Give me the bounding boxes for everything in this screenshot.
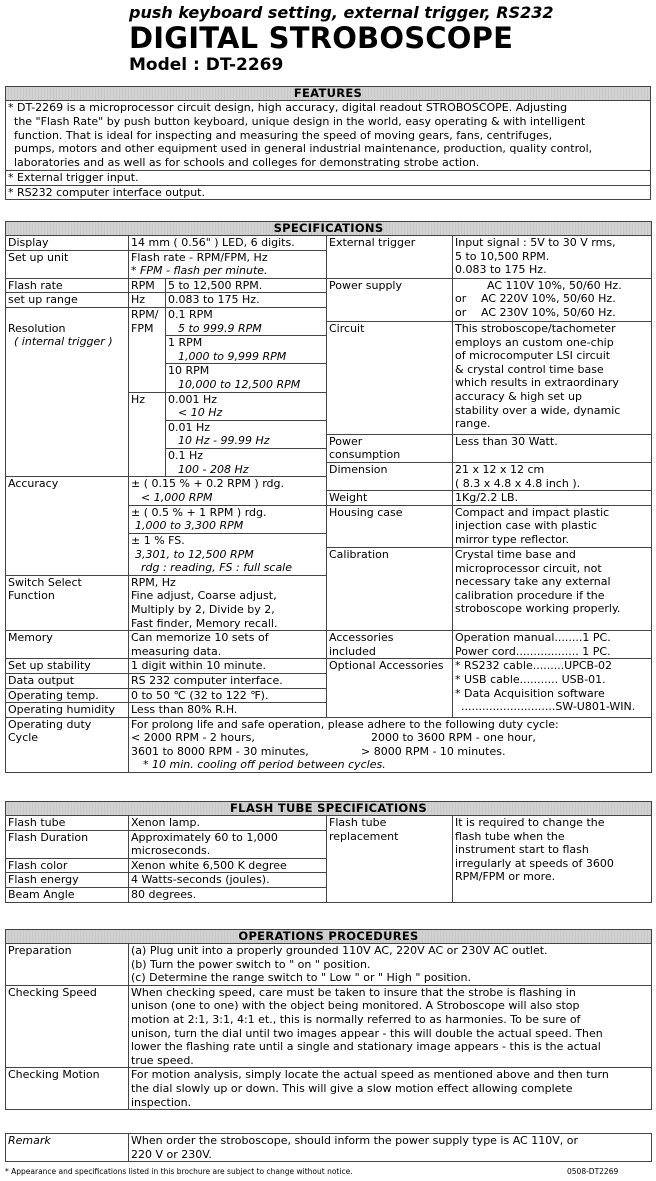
text-line: RPM/FPM or more. <box>455 870 556 884</box>
memory-value <box>129 631 327 659</box>
setup-unit-value: Flash rate - RPM/FPM, Hz <box>129 250 327 264</box>
rpm-unit: RPM <box>129 278 166 293</box>
text-line: * Data Acquisition software <box>455 686 605 700</box>
text-line: the dial slowly up or down. This will give a slow motion effect allowing complete <box>131 1081 573 1095</box>
checking-speed-label: Checking Speed <box>6 985 129 1068</box>
power-consumption-value: Less than 30 Watt. <box>453 434 652 462</box>
display-label: Display <box>6 236 129 251</box>
text-line: Crystal time base and <box>455 548 576 562</box>
feature-line: the "Flash Rate" by push button keyboard, unique design in the world, easy operating & with intelligent <box>14 114 586 128</box>
circuit-value <box>453 322 652 435</box>
setup-unit-label: Set up unit <box>6 250 129 278</box>
text-line: microseconds. <box>131 844 211 858</box>
stability-label: Set up stability <box>6 659 129 674</box>
footer-note: * Appearance and specifications listed in this brochure are subject to change without notice. <box>5 1167 353 1176</box>
data-output-label: Data output <box>6 673 129 688</box>
text-line: inspection. <box>131 1095 192 1109</box>
setup-unit-note: * FPM - flash per minute. <box>129 264 327 278</box>
flash-energy-label: Flash energy <box>6 873 129 888</box>
res-range: 5 to 999.9 RPM <box>166 322 327 336</box>
text-line: 2000 to 3600 RPM - one hour, <box>371 731 536 745</box>
housing-value <box>453 505 652 547</box>
text-line: of microcomputer LSI circuit <box>455 349 611 363</box>
optional-accessories-value <box>453 659 652 717</box>
text-line: & crystal control time base <box>455 362 604 376</box>
feature-line: pumps, motors and other equipment used in general industrial maintenance, production, quality control, <box>14 142 593 156</box>
text-line: It is required to change the <box>455 816 605 829</box>
text-line: Function <box>8 589 55 603</box>
text-line: instrument start to flash <box>455 843 589 857</box>
flash-tube-table <box>5 801 652 903</box>
accuracy-line: < 1,000 RPM <box>129 491 327 506</box>
text-line: measuring data. <box>131 644 222 658</box>
flash-color-label: Flash color <box>6 858 129 873</box>
text-line: (a) Plug unit into a properly grounded 110V AC, 220V AC or 230V AC outlet. <box>131 944 548 957</box>
setup-range-label: set up range <box>6 293 129 308</box>
flash-energy-value: 4 Watts-seconds (joules). <box>129 873 327 888</box>
text-line: 21 x 12 x 12 cm <box>455 463 545 476</box>
res-range: < 10 Hz <box>166 406 327 420</box>
text-line: 0.083 to 175 Hz. <box>455 263 547 277</box>
text-line: RPM, Hz <box>131 575 176 589</box>
subtitle: push keyboard setting, external trigger, RS232 <box>129 3 554 22</box>
text-line: 3601 to 8000 RPM - 30 minutes, <box>131 744 309 758</box>
text-line: * USB cable........... USB-01. <box>455 672 606 686</box>
res-step: 0.1 RPM <box>166 307 327 321</box>
accuracy-label: Accuracy <box>6 477 129 576</box>
beam-angle-label: Beam Angle <box>6 887 129 902</box>
weight-label: Weight <box>327 491 453 506</box>
optional-accessories-label: Optional Accessories <box>327 659 453 717</box>
text-line: Cycle <box>8 731 39 745</box>
checking-speed-value <box>129 985 652 1068</box>
feature-external-trigger: * External trigger input. <box>6 170 651 185</box>
accuracy-line: ± ( 0.15 % + 0.2 RPM ) rdg. <box>129 477 327 491</box>
text-line: Power cord.................. 1 PC. <box>455 644 611 658</box>
memory-label: Memory <box>6 631 129 659</box>
text-line: stability over a wide, dynamic <box>455 403 621 417</box>
flash-rate-hz: 0.083 to 175 Hz. <box>166 293 327 308</box>
accuracy-line: 3,301, to 12,500 RPM <box>129 548 327 562</box>
text-line: accuracy & high set up <box>455 390 582 404</box>
calibration-value <box>453 548 652 631</box>
accessories-value <box>453 631 652 659</box>
power-consumption-label <box>327 434 453 462</box>
text-line: Flash tube <box>329 816 387 829</box>
text-line: lower the flashing rate until a single and stationary image appears - this is the actual <box>131 1040 601 1054</box>
calibration-label: Calibration <box>327 548 453 631</box>
text-line: Multiply by 2, Divide by 2, <box>131 602 275 616</box>
res-range: 100 - 208 Hz <box>166 463 327 477</box>
text-line: (b) Turn the power switch to " on " position. <box>131 957 371 971</box>
remark-value <box>129 1134 652 1162</box>
text-line: Power <box>329 434 363 448</box>
res-range: 10,000 to 12,500 RPM <box>166 378 327 392</box>
text-line: Operating duty <box>8 717 92 731</box>
operations-table <box>5 929 652 1110</box>
text-line: which results in extraordinary <box>455 376 619 390</box>
text-line: unison, turn the dial until two images appear - this will double the actual speed. Then <box>131 1026 603 1040</box>
or-label: or <box>455 292 467 306</box>
duty-cycle-label <box>6 717 129 772</box>
text-line: Compact and impact plastic <box>455 505 610 519</box>
circuit-label: Circuit <box>327 322 453 435</box>
operations-heading: OPERATIONS PROCEDURES <box>6 930 652 944</box>
text-line: motion at 2:1, 3:1, 4:1 et., this is normally referred to as harmonies. To be sure of <box>131 1012 581 1026</box>
text-line: flash tube when the <box>455 829 565 843</box>
flash-rate-label: Flash rate <box>6 278 129 293</box>
rpm-fpm-unit <box>129 307 166 392</box>
text-line: calibration procedure if the <box>455 588 605 602</box>
dimension-label: Dimension <box>327 463 453 491</box>
text-line: Operation manual........1 PC. <box>455 631 611 645</box>
text-line: Switch Select <box>8 575 82 589</box>
text-line: Fast finder, Memory recall. <box>131 616 278 630</box>
text-line: employs an custom one-chip <box>455 335 614 349</box>
external-trigger-value <box>453 236 652 279</box>
feature-line: function. That is ideal for inspecting and measuring the speed of moving gears, fans, centrifuges, <box>14 128 553 142</box>
feature-line: laboratories and as well as for schools and colleges for demonstrating strobe action. <box>14 156 480 170</box>
model-label: Model : DT-2269 <box>129 55 284 75</box>
text-line: consumption <box>329 448 401 462</box>
accuracy-line: rdg : reading, FS : full scale <box>129 561 327 575</box>
switch-select-value <box>129 575 327 630</box>
text-line: Approximately 60 to 1,000 <box>131 830 278 844</box>
features-table <box>5 86 651 200</box>
flash-duration-value <box>129 830 327 858</box>
operating-humidity-label: Operating humidity <box>6 703 129 718</box>
remark-table <box>5 1133 652 1162</box>
preparation-label: Preparation <box>6 944 129 986</box>
text-line: Accessories <box>329 631 394 645</box>
replacement-label <box>327 816 453 903</box>
power-supply-value <box>453 278 652 321</box>
res-range: 10 Hz - 99.99 Hz <box>166 434 327 448</box>
display-value: 14 mm ( 0.56" ) LED, 6 digits. <box>129 236 327 251</box>
text-line: RPM/ <box>131 307 159 321</box>
switch-select-label <box>6 575 129 630</box>
res-step: 0.001 Hz <box>166 392 327 406</box>
text-line: FPM <box>131 321 154 335</box>
text-line: ( 8.3 x 4.8 x 4.8 inch ). <box>455 476 581 490</box>
operating-temp-value: 0 to 50 ℃ (32 to 122 ℉). <box>129 688 327 703</box>
text-line: injection case with plastic <box>455 519 598 533</box>
or-label: or <box>455 305 467 319</box>
text-line: > 8000 RPM - 10 minutes. <box>361 744 506 758</box>
flash-tube-label: Flash tube <box>6 816 129 831</box>
flash-rate-rpm: 5 to 12,500 RPM. <box>166 278 327 293</box>
text-line: * 10 min. cooling off period between cycles. <box>143 758 386 772</box>
text-line: AC 230V 10%, 50/60 Hz. <box>481 305 616 319</box>
text-line: * RS232 cable.........UPCB-02 <box>455 659 613 673</box>
replacement-value <box>453 816 652 903</box>
res-step: 1 RPM <box>166 336 327 350</box>
remark-label: Remark <box>6 1134 129 1162</box>
res-step: 0.1 Hz <box>166 448 327 462</box>
text-line: replacement <box>329 829 399 843</box>
text-line: For prolong life and safe operation, please adhere to the following duty cycle: <box>131 717 559 731</box>
resolution-label <box>6 307 129 476</box>
text-line: included <box>329 644 376 658</box>
features-heading: FEATURES <box>6 87 651 101</box>
text-line: irregularly at speeds of 3600 <box>455 856 614 870</box>
res-step: 0.01 Hz <box>166 420 327 434</box>
text-line: 220 V or 230V. <box>131 1147 212 1161</box>
preparation-value <box>129 944 652 986</box>
flash-color-value: Xenon white 6,500 K degree <box>129 858 327 873</box>
accessories-label <box>327 631 453 659</box>
text-line: For motion analysis, simply locate the actual speed as mentioned above and then turn <box>131 1068 609 1082</box>
res-range: 1,000 to 9,999 RPM <box>166 350 327 364</box>
text-line: unison (one to one) with the object being monitored. A Stroboscope will also stop <box>131 999 580 1013</box>
hz-unit: Hz <box>129 293 166 308</box>
text-line: range. <box>455 417 491 431</box>
specifications-table <box>5 221 652 773</box>
accuracy-line: ± ( 0.5 % + 1 RPM ) rdg. <box>129 505 327 519</box>
power-supply-label: Power supply <box>327 278 453 321</box>
specifications-heading: SPECIFICATIONS <box>6 222 652 236</box>
text-line: stroboscope working properly. <box>455 602 621 616</box>
weight-value: 1Kg/2.2 LB. <box>453 491 652 506</box>
text-line: < 2000 RPM - 2 hours, <box>131 731 255 745</box>
housing-label: Housing case <box>327 505 453 547</box>
text-line: Resolution <box>8 321 66 335</box>
external-trigger-label: External trigger <box>327 236 453 279</box>
text-line: 5 to 10,500 RPM. <box>455 249 550 263</box>
checking-motion-value <box>129 1068 652 1110</box>
beam-angle-value: 80 degrees. <box>129 887 327 902</box>
duty-cycle-value <box>129 717 652 772</box>
accuracy-line: ± 1 % FS. <box>129 533 327 547</box>
operating-humidity-value: Less than 80% R.H. <box>129 703 327 718</box>
text-line: Fine adjust, Coarse adjust, <box>131 589 277 603</box>
text-line: microprocessor circuit, not <box>455 561 602 575</box>
features-description <box>6 101 651 171</box>
feature-line: * DT-2269 is a microprocessor circuit design, high accuracy, digital readout STROBOSCOPE. Adjusting <box>8 101 568 114</box>
page-title: DIGITAL STROBOSCOPE <box>129 21 514 55</box>
stability-value: 1 digit within 10 minute. <box>129 659 327 674</box>
text-line: When order the stroboscope, should inform the power supply type is AC 110V, or <box>131 1134 578 1147</box>
feature-rs232: * RS232 computer interface output. <box>6 185 651 200</box>
flash-tube-heading: FLASH TUBE SPECIFICATIONS <box>6 802 652 816</box>
accuracy-line: 1,000 to 3,300 RPM <box>129 519 327 533</box>
text-line: necessary take any external <box>455 575 611 589</box>
hz-unit: Hz <box>129 392 166 477</box>
text-line: Input signal : 5V to 30 V rms, <box>455 236 616 249</box>
text-line: (c) Determine the range switch to " Low " or " High " position. <box>131 971 471 985</box>
data-output-value: RS 232 computer interface. <box>129 673 327 688</box>
text-line: When checking speed, care must be taken to insure that the strobe is flashing in <box>131 985 576 999</box>
dimension-value <box>453 463 652 491</box>
operating-temp-label: Operating temp. <box>6 688 129 703</box>
text-line: This stroboscope/tachometer <box>455 322 616 336</box>
flash-tube-value: Xenon lamp. <box>129 816 327 831</box>
footer-code: 0508-DT2269 <box>567 1167 619 1176</box>
text-line: AC 110V 10%, 50/60 Hz. <box>487 278 622 292</box>
text-line: mirror type reflector. <box>455 532 570 546</box>
text-line: AC 220V 10%, 50/60 Hz. <box>481 292 616 306</box>
checking-motion-label: Checking Motion <box>6 1068 129 1110</box>
res-step: 10 RPM <box>166 364 327 378</box>
text-line: ( internal trigger ) <box>14 335 113 349</box>
text-line: ...........................SW-U801-WIN. <box>461 700 636 714</box>
header <box>129 0 554 76</box>
text-line: true speed. <box>131 1053 194 1067</box>
flash-duration-label: Flash Duration <box>6 830 129 858</box>
text-line: Can memorize 10 sets of <box>131 631 269 645</box>
